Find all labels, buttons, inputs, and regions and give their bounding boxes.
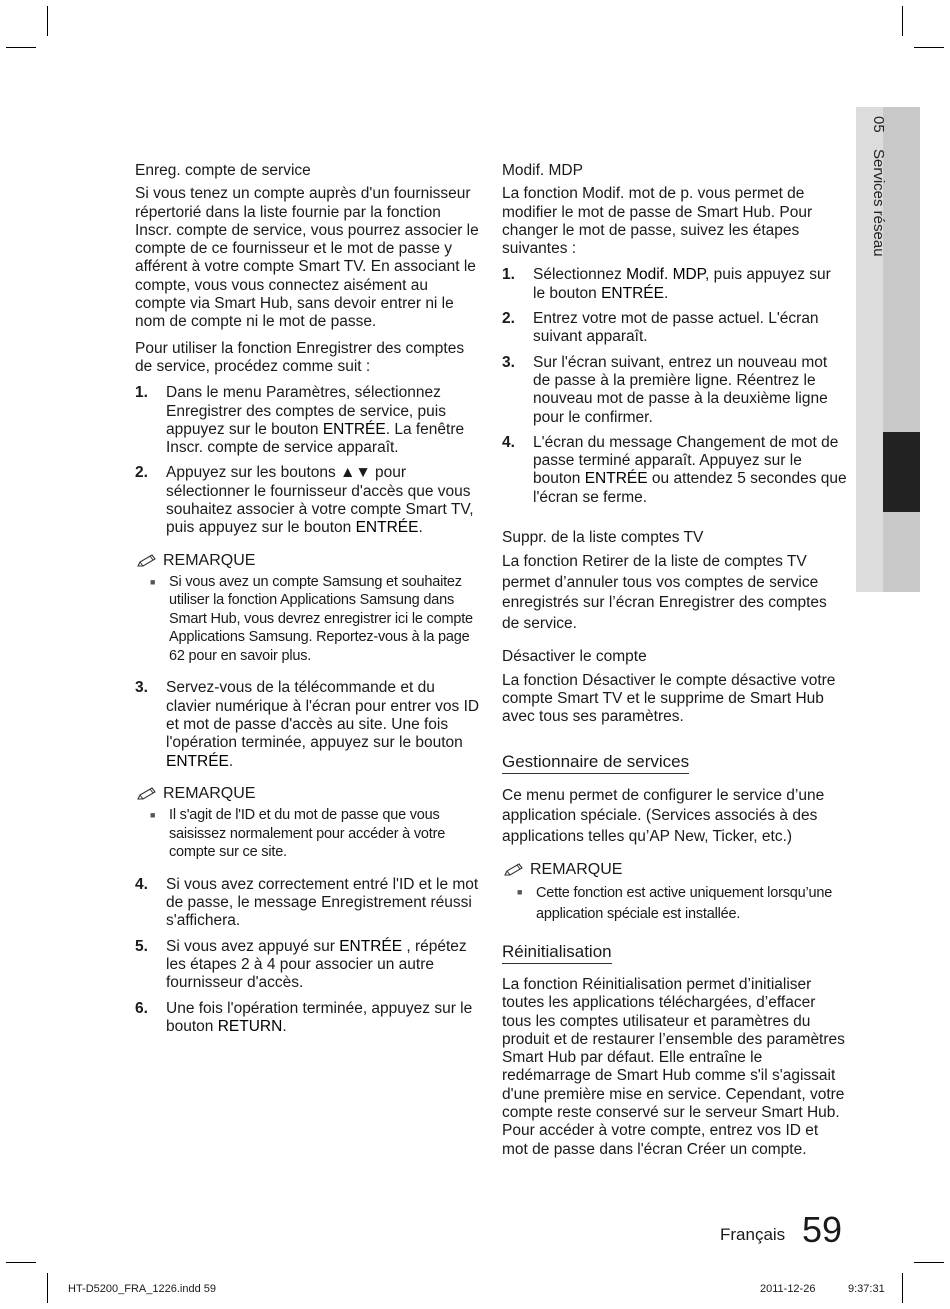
step-text: Appuyez sur les boutons ▲▼ pour sélectionner le fournisseur d'accès que vous souhaitez associer à votre compte Smart TV, puis appuyez sur le bouton ENTRÉE. (166, 464, 474, 537)
note-item (502, 883, 847, 925)
step-text: Dans le menu Paramètres, sélectionnez Enregistrer des comptes de service, puis appuyez sur le bouton ENTRÉE. La fenêtre Inscr. compte de service apparaît. (166, 384, 465, 457)
step-number: 5. (135, 937, 148, 955)
step-text: Si vous avez correctement entré l'ID et le mot de passe, le message Enregistrement réussi s'affichera. (166, 875, 479, 930)
chapter-side-label (870, 116, 887, 257)
step-text: Si vous avez appuyé sur ENTRÉE , répétez les étapes 2 à 4 pour associer un autre fournisseur d'accès. (166, 937, 467, 992)
right-column (502, 162, 847, 1167)
step-number: 3. (502, 353, 515, 371)
paragraph: Ce menu permet de configurer le service d’une application spéciale. (Services associés à des applications telles qu’AP New, Ticker, etc.) (502, 786, 825, 845)
side-tab-marker (883, 432, 920, 512)
crop-mark (47, 6, 48, 36)
note-text: Cette fonction est active uniquement lorsqu’une application spéciale est installée. (536, 884, 833, 922)
crop-mark (914, 47, 944, 48)
step-number: 3. (135, 679, 148, 697)
print-time: 9:37:31 (848, 1283, 885, 1295)
button-name: ENTRÉE (166, 752, 229, 770)
step-item (135, 876, 480, 931)
step-number: 6. (135, 999, 148, 1017)
note-box (135, 785, 480, 862)
step-number: 4. (502, 433, 515, 451)
print-date: 2011-12-26 (760, 1283, 816, 1295)
section-heading: Modif. MDP (502, 162, 583, 179)
pencil-icon (135, 786, 159, 802)
chapter-number: 05 (870, 116, 887, 133)
crop-mark (902, 1273, 903, 1303)
note-box (135, 552, 480, 666)
square-bullet-icon: ■ (150, 810, 156, 821)
crop-mark (914, 1262, 944, 1263)
note-box (502, 861, 847, 924)
step-number: 2. (135, 464, 148, 482)
step-text: Servez-vous de la télécommande et du clavier numérique à l'écran pour entrer vos ID et mot de passe d'accès au site. Une fois l'opération terminée, appuyez sur le bouton ENTRÉE. (166, 679, 480, 770)
square-bullet-icon: ■ (517, 886, 523, 897)
note-item (135, 573, 480, 666)
button-name: ENTRÉE (584, 470, 648, 488)
step-number: 1. (502, 266, 515, 284)
step-item (135, 679, 480, 770)
step-item (135, 1000, 480, 1037)
button-name: ENTRÉE (339, 937, 403, 955)
step-item (135, 464, 480, 537)
paragraph: Pour utiliser la fonction Enregistrer des comptes de service, procédez comme suit : (135, 339, 465, 375)
button-name: ENTRÉE (355, 519, 419, 537)
paragraph: La fonction Désactiver le compte désactive votre compte Smart TV et le supprime de Smart Hub avec tous ses paramètres. (502, 671, 836, 726)
button-name: ENTRÉE (601, 284, 664, 302)
button-name: ENTRÉE (322, 420, 386, 438)
step-text: Sur l'écran suivant, entrez un nouveau mot de passe à la première ligne. Réentrez le nouveau mot de passe à la deuxième ligne pour le confirmer. (533, 353, 828, 426)
section-title: Gestionnaire de services (502, 753, 689, 774)
step-text: Sélectionnez Modif. MDP, puis appuyez sur le bouton ENTRÉE. (533, 266, 831, 302)
menu-name: Modif. MDP (626, 266, 706, 284)
paragraph: La fonction Réinitialisation permet d’initialiser toutes les applications téléchargées, d’effacer tous les comptes utilisateur et paramètres du produit et de restaurer l’ensemble des paramètres Smart Hub par défaut. Elle entraîne le redémarrage de Smart Hub comme s'il s'agissait d'une première mise en service. Cependant, votre compte reste conservé sur le serveur Smart Hub. Pour accéder à votre compte, entrez vos ID et mot de passe dans l'écran Créer un compte. (502, 975, 845, 1158)
note-header (502, 861, 847, 879)
step-item (502, 310, 847, 347)
step-item (135, 938, 480, 993)
note-item (135, 806, 480, 862)
note-text: Il s'agit de l'ID et du mot de passe que vous saisissez normalement pour accéder à votre compte sur ce site. (169, 807, 446, 861)
footer-language: Français (720, 1225, 786, 1244)
note-header (135, 785, 480, 803)
paragraph: Si vous tenez un compte auprès d'un fournisseur répertorié dans la liste fournie par la fonction Inscr. compte de service, vous pourrez associer le compte de ce fournisseur et le mot de passe y afférent à votre compte Smart TV. En associant le compte, vous vous connectez aisément au compte via Smart Hub, sans devoir entrer ni le nom de compte ni le mot de passe. (135, 185, 479, 331)
chapter-side-tab (856, 107, 920, 592)
note-title: REMARQUE (530, 861, 623, 879)
step-item (502, 266, 847, 303)
left-column (135, 162, 480, 1043)
step-number: 1. (135, 384, 148, 402)
crop-mark (47, 1273, 48, 1303)
square-bullet-icon: ■ (150, 576, 156, 587)
step-text: L'écran du message Changement de mot de passe terminé apparaît. Appuyez sur le bouton ENTRÉE ou attendez 5 secondes que l'écran se ferme. (533, 433, 847, 506)
crop-mark (902, 6, 903, 36)
step-text: Une fois l'opération terminée, appuyez sur le bouton RETURN. (166, 999, 473, 1035)
paragraph: La fonction Modif. mot de p. vous permet de modifier le mot de passe de Smart Hub. Pour changer le mot de passe, suivez les étapes suivantes : (502, 185, 813, 258)
step-item (135, 384, 480, 457)
pencil-icon (135, 553, 159, 569)
step-number: 2. (502, 310, 515, 328)
step-item (502, 354, 847, 427)
button-name: RETURN (217, 1017, 283, 1035)
section-heading: Suppr. de la liste comptes TV (502, 529, 704, 547)
page-number: 59 (802, 1209, 843, 1250)
note-title: REMARQUE (163, 551, 256, 569)
note-header (135, 552, 480, 570)
chapter-title: Services réseau (870, 149, 887, 257)
crop-mark (6, 47, 36, 48)
crop-mark (6, 1262, 36, 1263)
step-item (502, 434, 847, 507)
section-heading: Désactiver le compte (502, 648, 647, 666)
section-heading: Enreg. compte de service (135, 162, 311, 179)
paragraph: La fonction Retirer de la liste de comptes TV permet d’annuler tous vos comptes de service enregistrés sur l’écran Enregistrer des comptes de service. (502, 553, 827, 632)
step-number: 4. (135, 875, 148, 893)
note-text: Si vous avez un compte Samsung et souhaitez utiliser la fonction Applications Samsung dans Smart Hub, vous devrez enregistrer ici le compte Applications Samsung. Reportez-vous à la page 62 pour en savoir plus. (169, 573, 473, 664)
step-text: Entrez votre mot de passe actuel. L'écran suivant apparaît. (533, 310, 819, 346)
note-title: REMARQUE (163, 784, 256, 802)
print-file-name: HT-D5200_FRA_1226.indd 59 (68, 1283, 216, 1295)
pencil-icon (502, 862, 526, 878)
section-title: Réinitialisation (502, 943, 612, 964)
